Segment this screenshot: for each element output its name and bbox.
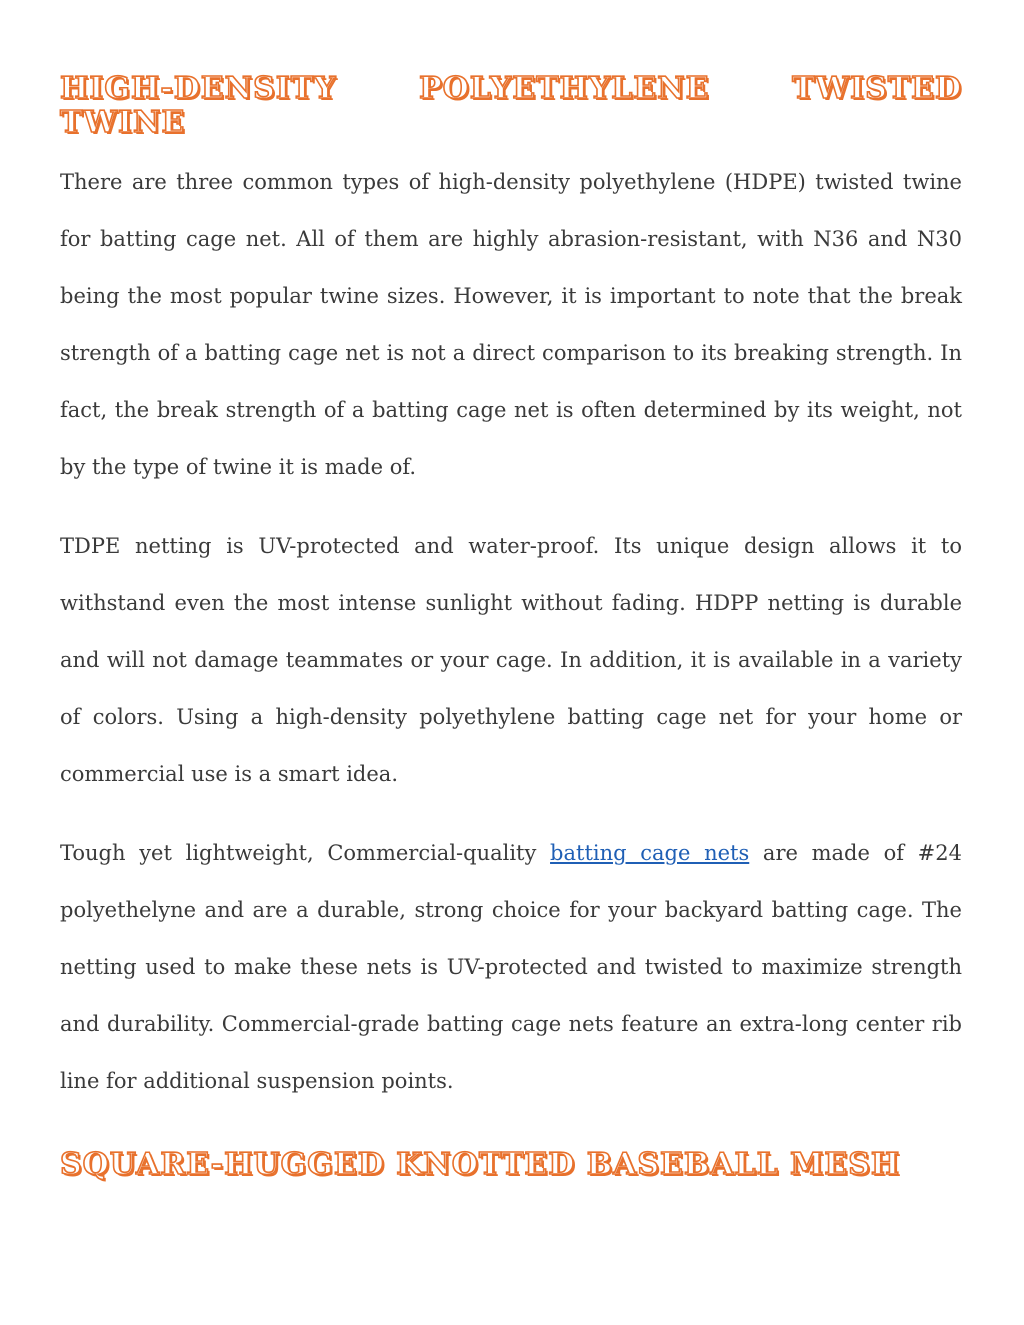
paragraph-tdpe-netting: TDPE netting is UV-protected and water-proof. Its unique design allows it to withstand even the most intense sunlight without fading. HDPP netting is durable and will not damage teammates or your cage. In addition, it is available in a variety of colors. Using a high-density polyethylene batting cage net for your home or commercial use is a smart idea.	[60, 534, 962, 786]
batting-cage-nets-link[interactable]: batting cage nets	[550, 841, 750, 865]
section-heading-knotted-mesh: SQUARE-HUGGED KNOTTED BASEBALL MESH	[60, 1147, 901, 1182]
paragraph-twine-types: There are three common types of high-density polyethylene (HDPE) twisted twine for batting cage net. All of them are highly abrasion-resistant, with N36 and N30 being the most popular twine sizes. However, it is important to note that the break strength of a batting cage net is not a direct comparison to its breaking strength. In fact, the break strength of a batting cage net is often determined by its weight, not by the type of twine it is made of.	[60, 170, 962, 479]
paragraph-text-before-link: Tough yet lightweight, Commercial-quality	[60, 841, 551, 865]
paragraph-text-after-link: are made of #24 polyethelyne and are a durable, strong choice for your backyard batting cage. The netting used to make these nets is UV-protected and twisted to maximize strength and durability. Commercial-grade batting cage nets feature an extra-long center rib line for additional suspension points.	[60, 841, 962, 1093]
heading-line-2: TWINE	[60, 105, 186, 140]
section-heading-hdpe-twine	[60, 72, 962, 140]
heading-line-1: HIGH-DENSITY POLYETHYLENE TWISTED	[60, 71, 962, 106]
paragraph-commercial-nets	[60, 825, 962, 1110]
document-page	[60, 72, 962, 1182]
